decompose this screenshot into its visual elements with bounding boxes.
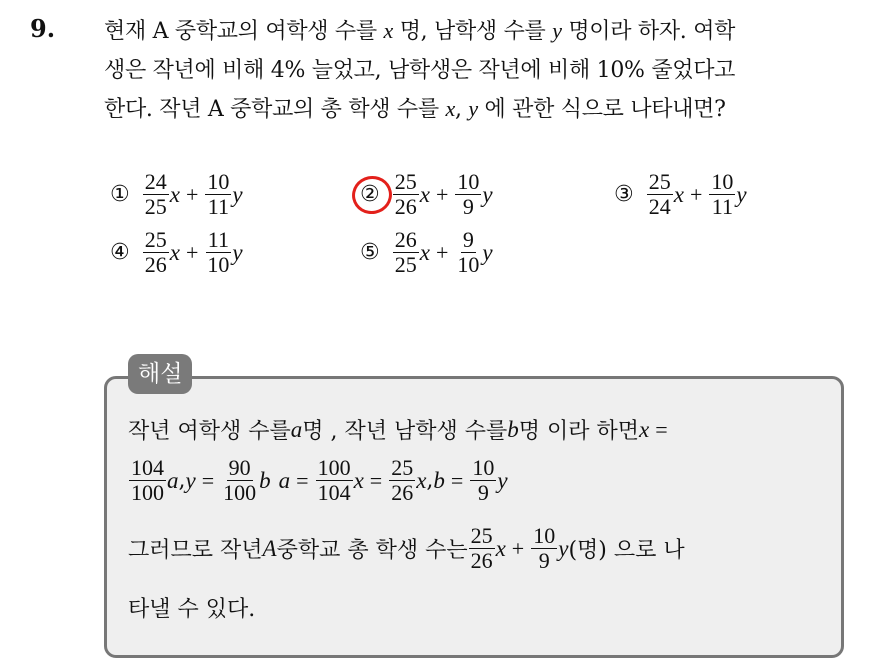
var-x: x (639, 416, 650, 442)
fraction: $\frac{24}{25}$ (144, 169, 167, 219)
var-x: x (419, 239, 430, 265)
var-b: b (259, 467, 271, 493)
var-y: y (482, 181, 493, 207)
question-line-3 (104, 92, 726, 123)
var-y: y (736, 181, 747, 207)
fraction: $\frac{10}{9}$ (457, 169, 480, 219)
var-x: x (383, 18, 393, 43)
solution-text: 작년 여학생 수를 (128, 419, 291, 444)
plus-sign: + (185, 239, 199, 265)
comma: , (178, 468, 186, 493)
var-y: y (232, 181, 243, 207)
solution-text: 명 , 작년 남학생 수를 (302, 419, 508, 444)
var-x: x (169, 181, 180, 207)
plus-sign: + (435, 181, 449, 207)
var-x: x (169, 239, 180, 265)
solution-text: 명 이라 하면 (518, 419, 639, 444)
plus-sign: + (689, 181, 703, 207)
var-y: y (232, 239, 243, 265)
fraction: $\frac{9}{10}$ (457, 227, 480, 277)
choice-5[interactable] (360, 228, 493, 277)
var-x: x (353, 467, 364, 493)
equals-sign: = (450, 467, 464, 493)
question-text: , (454, 97, 469, 122)
choice-4[interactable] (110, 228, 243, 277)
question-text: 명이라 하자. 여학 (561, 19, 736, 44)
comma: , (426, 468, 434, 493)
fraction: $\frac{26}{25}$ (394, 227, 417, 277)
var-b: b (507, 416, 519, 442)
var-x: x (419, 181, 430, 207)
equals-sign: = (201, 467, 215, 493)
choice-number: ② (360, 182, 380, 207)
fraction: $\frac{10}{11}$ (207, 169, 230, 219)
fraction: $\frac{25}{26}$ (144, 227, 167, 277)
fraction: $\frac{25}{26}$ (391, 455, 414, 505)
var-y: y (558, 535, 569, 561)
question-line-2: 생은 작년에 비해 4% 늘었고, 남학생은 작년에 비해 10% 줄었다고 (104, 58, 736, 83)
var-a: a (290, 416, 303, 442)
solution-tag: 해설 (128, 354, 192, 394)
equals-sign: = (655, 416, 668, 442)
question-number: 9. (30, 14, 56, 43)
fraction: $\frac{90}{100}$ (223, 455, 257, 505)
var-A: A (262, 535, 277, 561)
solution-text: (명) 으로 나 (568, 538, 685, 563)
fraction: $\frac{10}{11}$ (711, 169, 734, 219)
choice-3[interactable] (614, 170, 747, 219)
fraction: $\frac{100}{104}$ (317, 455, 351, 505)
equals-sign: = (296, 467, 309, 493)
question-text: 현재 A 중학교의 여학생 수를 (104, 19, 384, 44)
var-a: a (278, 467, 291, 493)
var-y: y (552, 18, 562, 43)
var-x: x (445, 96, 455, 121)
solution-line-1 (128, 414, 674, 445)
question-text: 에 관한 식으로 나타내면? (477, 97, 726, 122)
choice-number: ① (110, 182, 130, 207)
solution-line-4: 타낼 수 있다. (128, 597, 256, 622)
question-text: 한다. 작년 A 중학교의 총 학생 수를 (104, 97, 446, 122)
question-line-1 (104, 14, 735, 45)
question-text: 명, 남학생 수를 (393, 19, 553, 44)
fraction: $\frac{11}{10}$ (207, 227, 230, 277)
plus-sign: + (511, 535, 525, 561)
fraction: $\frac{10}{9}$ (533, 523, 556, 573)
plus-sign: + (185, 181, 199, 207)
plus-sign: + (435, 239, 449, 265)
fraction: $\frac{104}{100}$ (131, 455, 164, 505)
var-x: x (495, 535, 506, 561)
var-x: x (416, 467, 427, 493)
choice-1[interactable] (110, 170, 243, 219)
solution-line-3 (128, 524, 685, 573)
fraction: $\frac{25}{26}$ (394, 169, 417, 219)
var-y: y (482, 239, 493, 265)
var-a: a (167, 467, 179, 493)
fraction: $\frac{10}{9}$ (472, 455, 495, 505)
var-y: y (468, 96, 478, 121)
choice-number: ⑤ (360, 240, 380, 265)
choice-2[interactable] (360, 170, 493, 219)
solution-line-2 (128, 456, 508, 505)
choice-number: ④ (110, 240, 130, 265)
equals-sign: = (369, 467, 383, 493)
var-b: b (433, 467, 445, 493)
var-x: x (673, 181, 684, 207)
choice-number: ③ (614, 182, 634, 207)
red-circle-mark-icon (348, 172, 395, 217)
solution-text: 중학교 총 학생 수는 (276, 538, 468, 563)
solution-text: 그러므로 작년 (128, 538, 263, 563)
var-y: y (497, 467, 508, 493)
fraction: $\frac{25}{24}$ (648, 169, 671, 219)
var-y: y (185, 467, 196, 493)
fraction: $\frac{25}{26}$ (470, 523, 493, 573)
